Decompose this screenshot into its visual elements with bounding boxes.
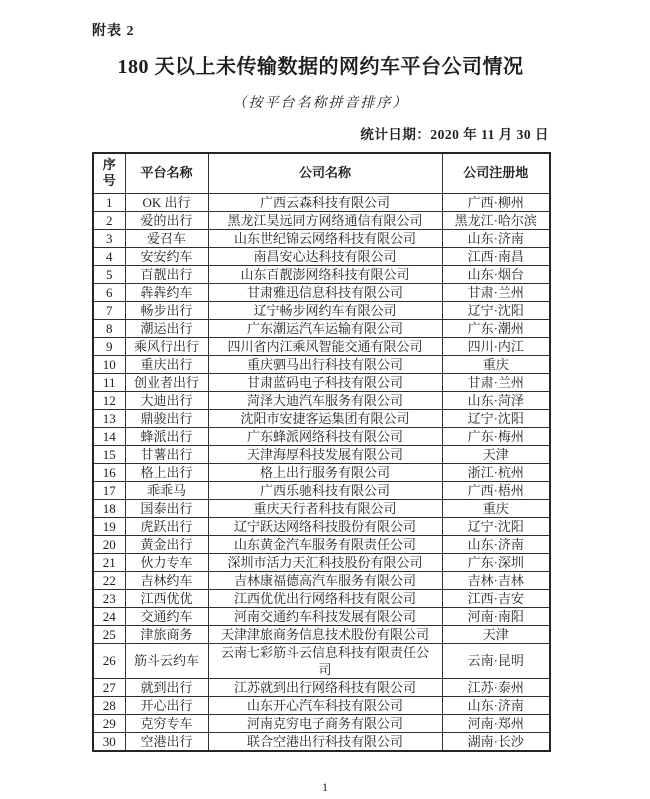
company-name-cell: 江西优优出行网络科技有限公司 <box>208 589 442 607</box>
company-name-cell: 辽宁畅步网约车有限公司 <box>208 301 442 319</box>
table-row <box>93 427 550 445</box>
company-name-cell: 重庆驷马出行科技有限公司 <box>208 355 442 373</box>
company-name-cell: 格上出行服务有限公司 <box>208 463 442 481</box>
platform-name-cell: 乘风行出行 <box>125 337 208 355</box>
platform-name-cell: OK 出行 <box>125 193 208 211</box>
row-number-cell: 9 <box>93 337 125 355</box>
column-header-company-name: 公司名称 <box>208 153 442 193</box>
platform-name-cell: 虎跃出行 <box>125 517 208 535</box>
table-row <box>93 409 550 427</box>
company-name-cell: 深圳市活力天汇科技股份有限公司 <box>208 553 442 571</box>
platform-name-cell: 乖乖马 <box>125 481 208 499</box>
row-number-cell: 2 <box>93 211 125 229</box>
column-header-row-number: 序号 <box>93 153 125 193</box>
platform-name-cell: 爱的出行 <box>125 211 208 229</box>
table-row <box>93 589 550 607</box>
table-row <box>93 283 550 301</box>
row-number-cell: 18 <box>93 499 125 517</box>
row-number-cell: 10 <box>93 355 125 373</box>
row-number-cell: 6 <box>93 283 125 301</box>
table-row <box>93 373 550 391</box>
registration-cell: 吉林·吉林 <box>442 571 550 589</box>
company-name-cell: 联合空港出行科技有限公司 <box>208 732 442 751</box>
registration-cell: 重庆 <box>442 355 550 373</box>
row-number-cell: 7 <box>93 301 125 319</box>
company-name-cell: 山东百靓澎网络科技有限公司 <box>208 265 442 283</box>
table-row <box>93 732 550 751</box>
row-number-cell: 27 <box>93 678 125 696</box>
row-number-cell: 30 <box>93 732 125 751</box>
registration-cell: 辽宁·沈阳 <box>442 517 550 535</box>
column-header-platform-name: 平台名称 <box>125 153 208 193</box>
platform-name-cell: 格上出行 <box>125 463 208 481</box>
platform-name-cell: 畅步出行 <box>125 301 208 319</box>
registration-cell: 甘肃·兰州 <box>442 283 550 301</box>
company-name-cell: 甘肃雅迅信息科技有限公司 <box>208 283 442 301</box>
registration-cell: 广东·梅州 <box>442 427 550 445</box>
registration-cell: 江苏·泰州 <box>442 678 550 696</box>
table-row <box>93 391 550 409</box>
table-row <box>93 445 550 463</box>
registration-cell: 浙江·杭州 <box>442 463 550 481</box>
table-row <box>93 535 550 553</box>
row-number-cell: 16 <box>93 463 125 481</box>
registration-cell: 广西·梧州 <box>442 481 550 499</box>
registration-cell: 江西·吉安 <box>442 589 550 607</box>
statistics-date: 统计日期：2020 年 11 月 30 日 <box>360 127 549 142</box>
row-number-cell: 3 <box>93 229 125 247</box>
company-name-cell: 吉林康福德高汽车服务有限公司 <box>208 571 442 589</box>
table-body <box>93 193 550 751</box>
platform-name-cell: 重庆出行 <box>125 355 208 373</box>
platform-name-cell: 创业者出行 <box>125 373 208 391</box>
company-name-cell: 山东开心汽车科技有限公司 <box>208 696 442 714</box>
platform-name-cell: 就到出行 <box>125 678 208 696</box>
row-number-cell: 29 <box>93 714 125 732</box>
registration-cell: 天津 <box>442 445 550 463</box>
company-name-cell: 广东潮运汽车运输有限公司 <box>208 319 442 337</box>
platform-name-cell: 黄金出行 <box>125 535 208 553</box>
row-number-cell: 15 <box>93 445 125 463</box>
company-name-cell: 广西乐驰科技有限公司 <box>208 481 442 499</box>
company-name-cell: 甘肃蓝码电子科技有限公司 <box>208 373 442 391</box>
platform-name-cell: 大迪出行 <box>125 391 208 409</box>
row-number-cell: 12 <box>93 391 125 409</box>
registration-cell: 辽宁·沈阳 <box>442 409 550 427</box>
platform-name-cell: 蜂派出行 <box>125 427 208 445</box>
row-number-cell: 21 <box>93 553 125 571</box>
platform-name-cell: 克穷专车 <box>125 714 208 732</box>
company-name-cell: 天津海厚科技发展有限公司 <box>208 445 442 463</box>
row-number-cell: 26 <box>93 643 125 678</box>
company-name-cell: 河南克穷电子商务有限公司 <box>208 714 442 732</box>
annex-label: 附表 2 <box>92 24 135 39</box>
company-name-cell: 广西云森科技有限公司 <box>208 193 442 211</box>
registration-cell: 甘肃·兰州 <box>442 373 550 391</box>
table-row <box>93 229 550 247</box>
company-name-cell: 菏泽大迪汽车服务有限公司 <box>208 391 442 409</box>
document-content <box>92 0 549 752</box>
platform-name-cell: 吉林约车 <box>125 571 208 589</box>
row-number-cell: 13 <box>93 409 125 427</box>
table-row <box>93 193 550 211</box>
platform-name-cell: 空港出行 <box>125 732 208 751</box>
row-number-cell: 28 <box>93 696 125 714</box>
platform-name-cell: 开心出行 <box>125 696 208 714</box>
platform-name-cell: 犇犇约车 <box>125 283 208 301</box>
registration-cell: 广东·深圳 <box>442 553 550 571</box>
platform-name-cell: 鼎骏出行 <box>125 409 208 427</box>
table-row <box>93 714 550 732</box>
platform-name-cell: 交通约车 <box>125 607 208 625</box>
platform-table <box>92 152 551 752</box>
table-row <box>93 625 550 643</box>
table-row <box>93 607 550 625</box>
page-number: 1 <box>322 780 328 794</box>
table-header-row <box>93 153 550 193</box>
company-name-cell: 河南交通约车科技发展有限公司 <box>208 607 442 625</box>
table-row <box>93 553 550 571</box>
row-number-cell: 4 <box>93 247 125 265</box>
platform-name-cell: 安安约车 <box>125 247 208 265</box>
row-number-cell: 5 <box>93 265 125 283</box>
page-title: 180 天以上未传输数据的网约车平台公司情况 <box>117 56 524 78</box>
row-number-cell: 22 <box>93 571 125 589</box>
registration-cell: 江西·南昌 <box>442 247 550 265</box>
row-number-cell: 8 <box>93 319 125 337</box>
company-name-cell: 云南七彩筋斗云信息科技有限责任公司 <box>208 643 442 678</box>
registration-cell: 天津 <box>442 625 550 643</box>
registration-cell: 山东·菏泽 <box>442 391 550 409</box>
table-row <box>93 696 550 714</box>
company-name-cell: 重庆天行者科技有限公司 <box>208 499 442 517</box>
table-row <box>93 319 550 337</box>
table-row <box>93 571 550 589</box>
table-row <box>93 247 550 265</box>
registration-cell: 河南·郑州 <box>442 714 550 732</box>
table-row <box>93 481 550 499</box>
table-row <box>93 337 550 355</box>
registration-cell: 山东·济南 <box>442 696 550 714</box>
registration-cell: 山东·烟台 <box>442 265 550 283</box>
platform-name-cell: 江西优优 <box>125 589 208 607</box>
registration-cell: 广西·柳州 <box>442 193 550 211</box>
table-row <box>93 499 550 517</box>
table-row <box>93 301 550 319</box>
row-number-cell: 17 <box>93 481 125 499</box>
platform-name-cell: 潮运出行 <box>125 319 208 337</box>
registration-cell: 云南·昆明 <box>442 643 550 678</box>
row-number-cell: 14 <box>93 427 125 445</box>
row-number-cell: 20 <box>93 535 125 553</box>
company-name-cell: 广东蜂派网络科技有限公司 <box>208 427 442 445</box>
company-name-cell: 天津津旅商务信息技术股份有限公司 <box>208 625 442 643</box>
platform-name-cell: 爱召车 <box>125 229 208 247</box>
company-name-cell: 山东黄金汽车服务有限责任公司 <box>208 535 442 553</box>
row-number-cell: 11 <box>93 373 125 391</box>
table-row <box>93 643 550 678</box>
platform-name-cell: 国泰出行 <box>125 499 208 517</box>
registration-cell: 四川·内江 <box>442 337 550 355</box>
row-number-cell: 19 <box>93 517 125 535</box>
column-header-registration-place: 公司注册地 <box>442 153 550 193</box>
company-name-cell: 辽宁跃达网络科技股份有限公司 <box>208 517 442 535</box>
company-name-cell: 江苏就到出行网络科技有限公司 <box>208 678 442 696</box>
table-row <box>93 265 550 283</box>
platform-name-cell: 伙力专车 <box>125 553 208 571</box>
row-number-cell: 25 <box>93 625 125 643</box>
registration-cell: 山东·济南 <box>442 229 550 247</box>
company-name-cell: 沈阳市安捷客运集团有限公司 <box>208 409 442 427</box>
platform-name-cell: 筋斗云约车 <box>125 643 208 678</box>
platform-name-cell: 津旅商务 <box>125 625 208 643</box>
registration-cell: 黑龙江·哈尔滨 <box>442 211 550 229</box>
row-number-cell: 23 <box>93 589 125 607</box>
row-number-cell: 1 <box>93 193 125 211</box>
registration-cell: 河南·南阳 <box>442 607 550 625</box>
row-number-cell: 24 <box>93 607 125 625</box>
registration-cell: 湖南·长沙 <box>442 732 550 751</box>
registration-cell: 山东·济南 <box>442 535 550 553</box>
table-row <box>93 678 550 696</box>
table-row <box>93 463 550 481</box>
table-row <box>93 355 550 373</box>
registration-cell: 辽宁·沈阳 <box>442 301 550 319</box>
company-name-cell: 山东世纪锦云网络科技有限公司 <box>208 229 442 247</box>
platform-name-cell: 百靓出行 <box>125 265 208 283</box>
platform-name-cell: 甘薯出行 <box>125 445 208 463</box>
registration-cell: 重庆 <box>442 499 550 517</box>
registration-cell: 广东·潮州 <box>442 319 550 337</box>
page-subtitle: （按平台名称拼音排序） <box>232 96 409 111</box>
table-row <box>93 517 550 535</box>
company-name-cell: 四川省内江乘风智能交通有限公司 <box>208 337 442 355</box>
company-name-cell: 南昌安心达科技有限公司 <box>208 247 442 265</box>
table-row <box>93 211 550 229</box>
company-name-cell: 黑龙江昊远同方网络通信有限公司 <box>208 211 442 229</box>
